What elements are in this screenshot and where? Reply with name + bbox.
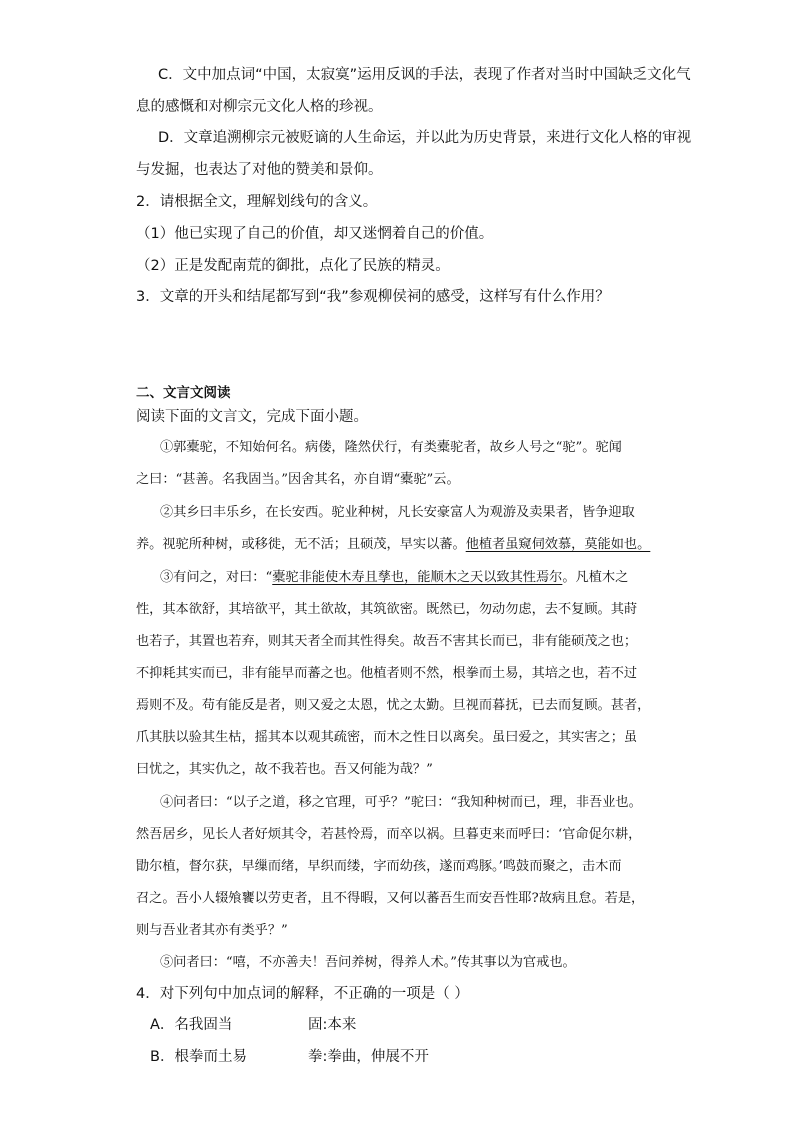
- option-b-gloss: 拳:拳曲，伸展不开: [308, 1049, 429, 1065]
- question-2-prompt: 2．请根据全文，理解划线句的含义。: [136, 194, 378, 210]
- question-3-prompt: 3．文章的开头和结尾都写到“我”参观柳侯祠的感受，这样写有什么作用？: [136, 289, 610, 305]
- underlined-sentence-2: 橐驼非能使木寿且孳也，能顺木之天以致其性焉尔: [272, 570, 563, 585]
- section-2-instruction: 阅读下面的文言文，完成下面小题。: [136, 409, 368, 425]
- question-4-option-a: [150, 1015, 356, 1035]
- passage-p1-line-2: 之曰：“甚善。名我固当。”因舍其名，亦自谓“橐驼”云。: [136, 472, 460, 487]
- option-d-line-2: 与发掘，也表达了对他的赞美和景仰。: [136, 162, 383, 178]
- section-2-heading: 二、文言文阅读: [136, 385, 231, 401]
- question-4-prompt: 4．对下列句中加点词的解释，不正确的一项是（ ）: [136, 986, 469, 1002]
- passage-p4-line-2: 然吾居乡，见长人者好烦其令，若甚怜焉，而卒以祸。旦暮吏来而呼曰：‘官命促尔耕，: [136, 827, 642, 842]
- option-b-phrase: B．根拳而土易: [150, 1049, 247, 1065]
- passage-p2-line-1: ②其乡曰丰乐乡，在长安西。驼业种树，凡长安豪富人为观游及卖果者，皆争迎取: [160, 505, 635, 520]
- passage-p3-line-7: 曰忧之，其实仇之，故不我若也。吾又何能为哉？”: [136, 762, 433, 777]
- option-a-phrase: A．名我固当: [150, 1017, 233, 1033]
- passage-p4-line-1: ④问者曰：“以子之道，移之官理，可乎？”驼曰：“我知种树而已，理，非吾业也。: [160, 795, 642, 810]
- option-d-line-1: D．文章追溯柳宗元被贬谪的人生命运，并以此为历史背景，来进行文化人格的审视: [158, 130, 692, 146]
- underlined-sentence-1: 他植者虽窥伺效慕，莫能如也。: [465, 537, 651, 552]
- passage-p3-line-6: 爪其肤以验其生枯，摇其本以观其疏密，而木之性日以离矣。虽曰爱之，其实害之；虽: [136, 730, 638, 745]
- passage-p4-line-5: 则与吾业者其亦有类乎？”: [136, 923, 288, 938]
- option-c-line-1: C．文中加点词“中国，太寂寞”运用反讽的手法，表现了作者对当时中国缺乏文化气: [158, 67, 691, 83]
- passage-p5-line-1: ⑤问者曰：“嘻，不亦善夫！吾问养树，得养人术。”传其事以为官戒也。: [160, 955, 576, 970]
- question-4-option-b: [150, 1047, 429, 1067]
- passage-p3-line-5: 焉则不及。苟有能反是者，则又爱之太恩，忧之太勤。旦视而暮抚，已去而复顾。甚者，: [136, 698, 651, 713]
- passage-p3-line-2: 性，其本欲舒，其培欲平，其土欲故，其筑欲密。既然已，勿动勿虑，去不复顾。其莳: [136, 602, 638, 617]
- passage-p1-line-1: ①郭橐驼，不知始何名。病偻，隆然伏行，有类橐驼者，故乡人号之“驼”。驼闻: [160, 440, 622, 455]
- passage-p3-line-3: 也若子，其置也若弃，则其天者全而其性得矣。故吾不害其长而已，非有能硕茂之也；: [136, 634, 638, 649]
- option-a-gloss: 固:本来: [308, 1017, 357, 1033]
- passage-p2-line-2-text: 养。视驼所种树，或移徙，无不活；且硕茂，早实以蕃。: [136, 537, 466, 552]
- option-c-line-2: 息的感慨和对柳宗元文化人格的珍视。: [136, 99, 383, 115]
- passage-p4-line-4: 召之。吾小人辍飧饔以劳吏者，且不得暇，又何以蕃吾生而安吾性耶?故病且怠。若是，: [136, 891, 645, 906]
- passage-p3-line-4: 不抑耗其实而已，非有能早而蕃之也。他植者则不然，根拳而土易，其培之也，若不过: [136, 666, 638, 681]
- passage-p3-line-1: [160, 568, 628, 588]
- question-2-item-1: （1）他已实现了自己的价值，却又迷惘着自己的价值。: [136, 226, 494, 242]
- passage-p2-line-2: [136, 535, 650, 555]
- passage-p3-line-1-lead: ③有问之，对曰：“: [160, 570, 273, 585]
- passage-p3-line-1-tail: 。凡植木之: [562, 570, 629, 585]
- question-2-item-2: （2）正是发配南荒的御批，点化了民族的精灵。: [136, 258, 450, 274]
- passage-p4-line-3: 勖尔植，督尔获，早缫而绪，早织而缕，字而幼孩，遂而鸡豚。’鸣鼓而聚之，击木而: [136, 859, 622, 874]
